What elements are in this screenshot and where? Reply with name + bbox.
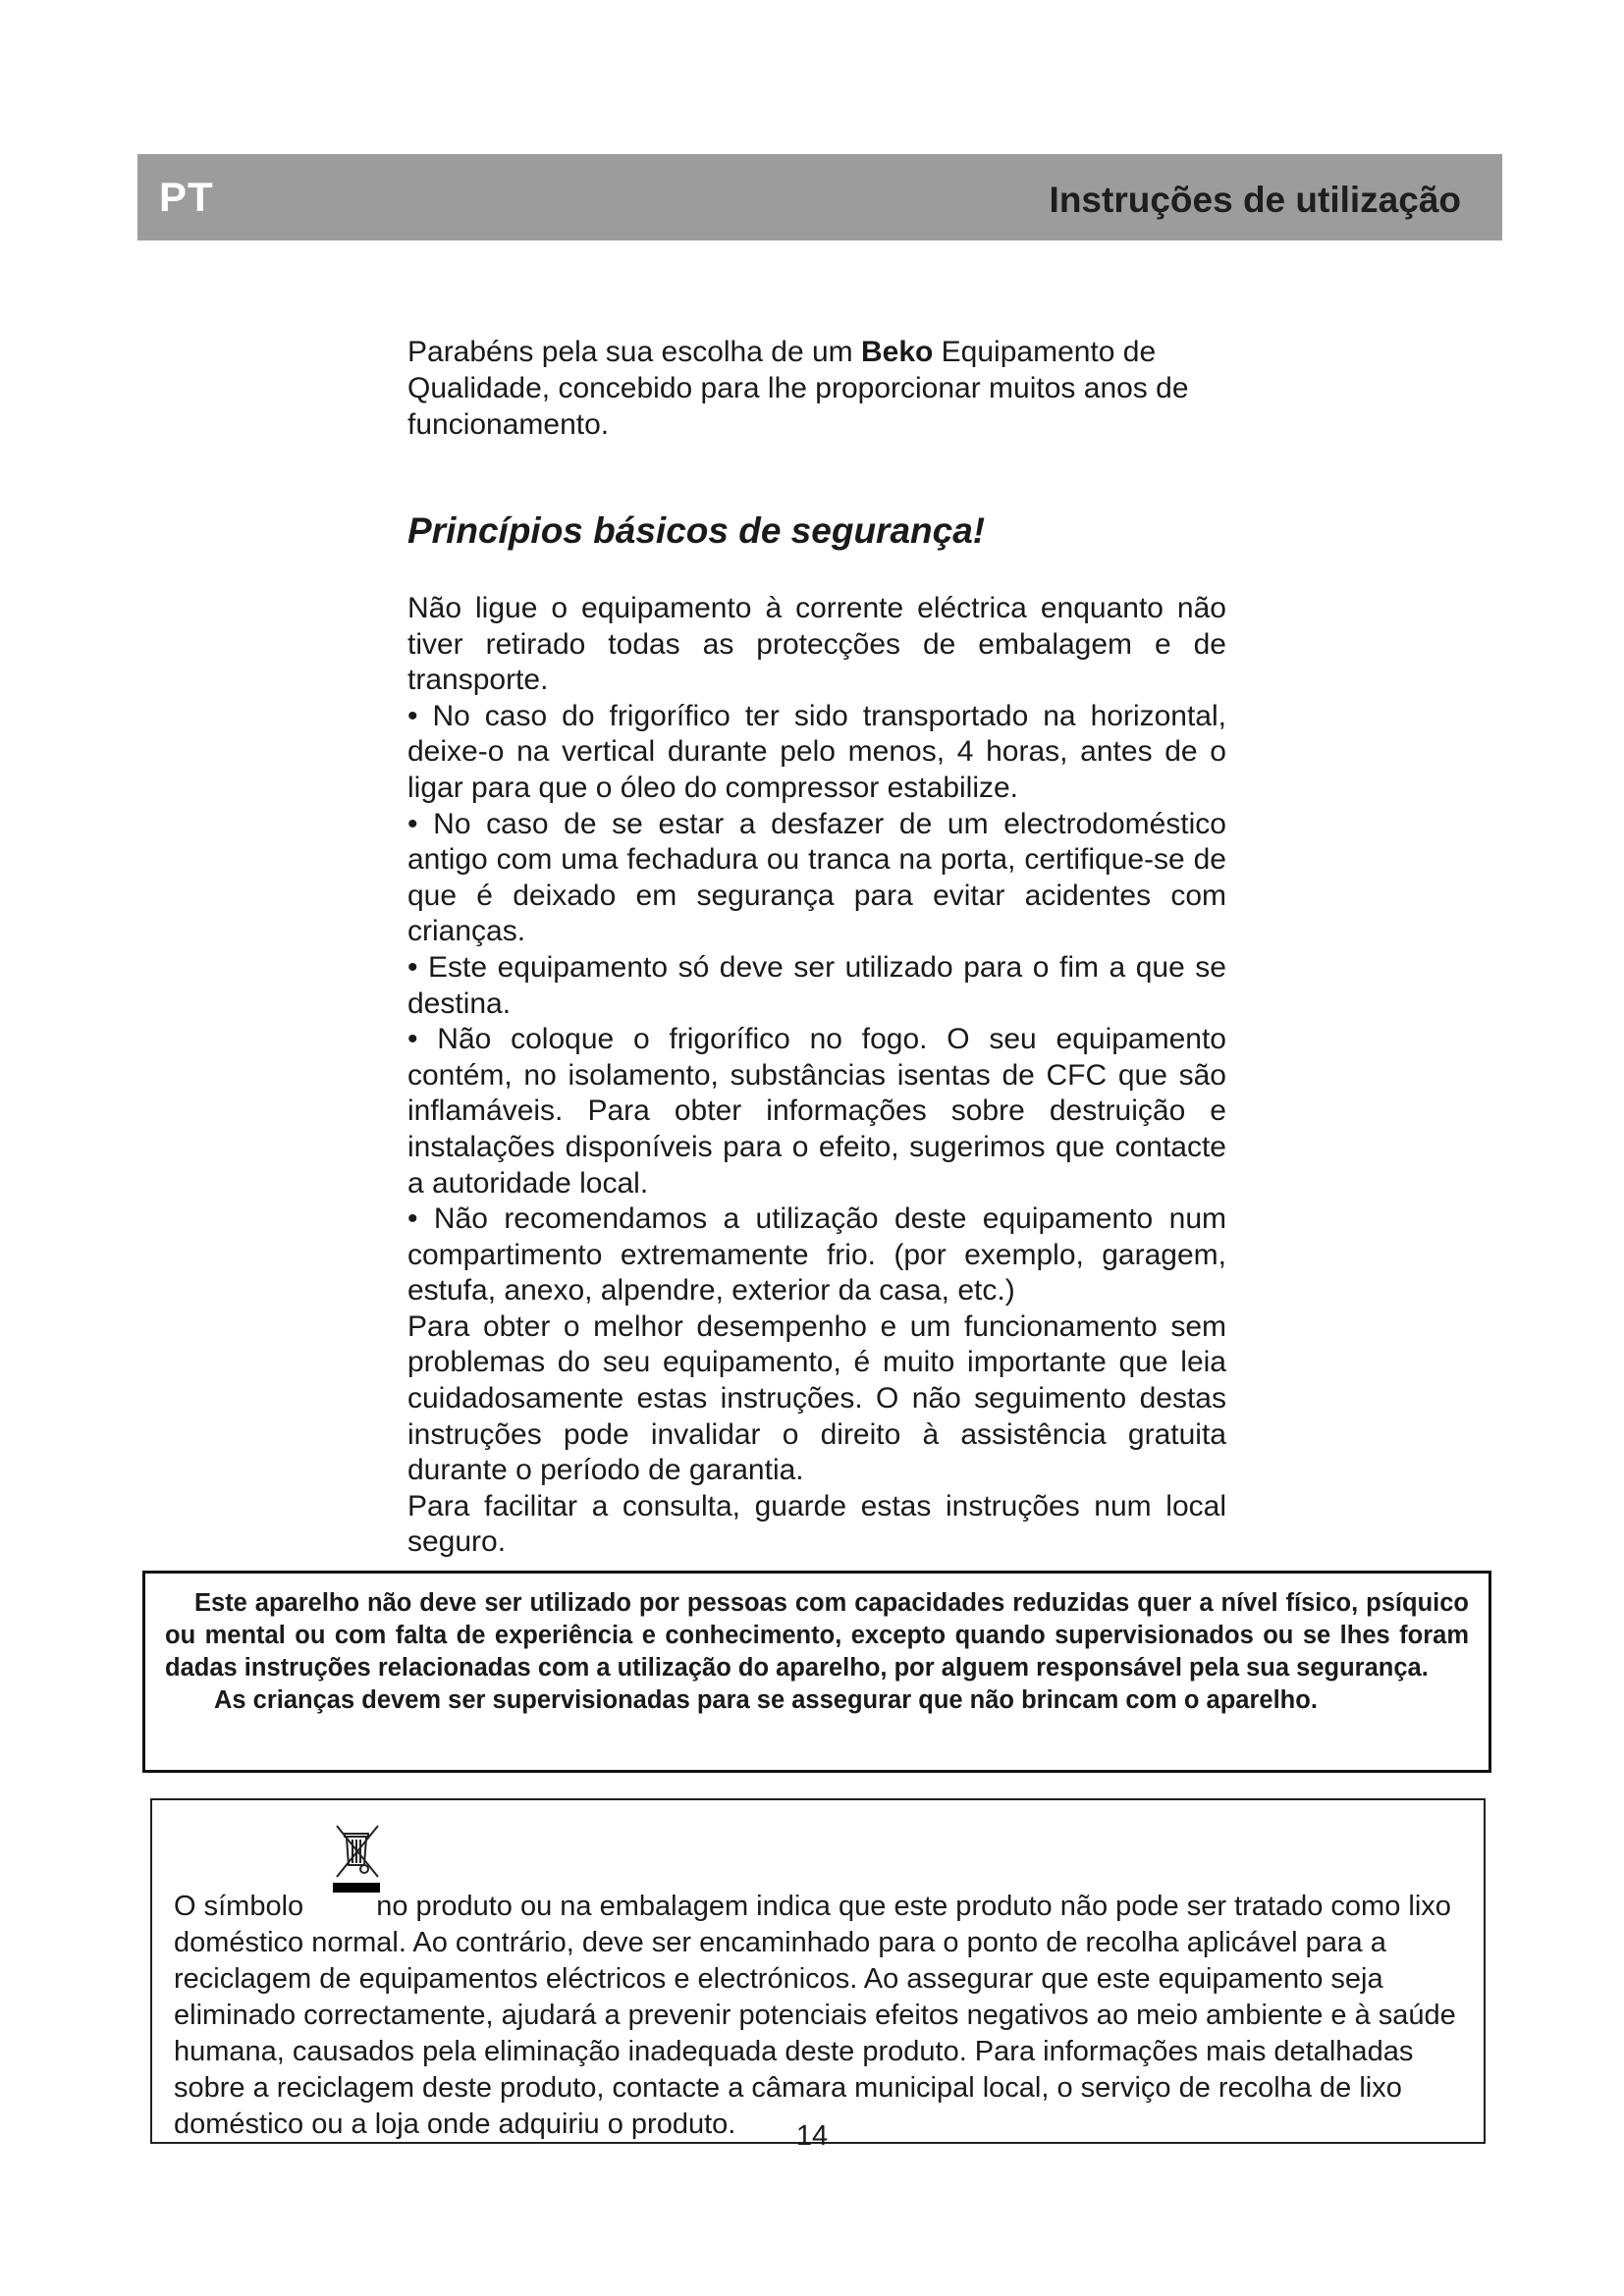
safety-paragraph: • Não coloque o frigorífico no fogo. O seu equipamento contém, no isolamento, substâncias isentas de CFC que são inflamáveis. Para obter informações sobre destruição e instalações disponíveis para o efeito, sugerimos que contacte a autoridade local.	[407, 1023, 1226, 1200]
intro-text-before: Parabéns pela sua escolha de um	[407, 336, 861, 368]
brand-name: Beko	[860, 336, 934, 368]
warning-box	[142, 1571, 1491, 1773]
header-bar	[137, 154, 1502, 240]
weee-text-after: no produto ou na embalagem indica que este produto não pode ser tratado como lixo doméstico normal. Ao contrário, deve ser encaminhado para o ponto de recolha aplicável para a reciclagem de equipamentos eléctricos e electrónicos. Ao assegurar que este equipamento seja eliminado correctamente, ajudará a prevenir potenciais efeitos negativos ao meio ambiente e à saúde humana, causados pela eliminação inadequada deste produto. Para informações mais detalhadas sobre a reciclagem deste produto, contacte a câmara municipal local, o serviço de recolha de lixo doméstico ou a loja onde adquiriu o produto.	[174, 1891, 1456, 2140]
weee-notice-text	[174, 1889, 1470, 2143]
intro-paragraph	[407, 334, 1232, 443]
safety-paragraph: • No caso de se estar a desfazer de um electrodoméstico antigo com uma fechadura ou tranca na porta, certifique-se de que é deixado em segurança para evitar acidentes com crianças.	[407, 807, 1226, 948]
children-warning: As crianças devem ser supervisionadas para se assegurar que não brincam com o aparelho.	[214, 1686, 1318, 1714]
safety-paragraph: Para obter o melhor desempenho e um funcionamento sem problemas do seu equipamento, é muito importante que leia cuidadosamente estas instruções. O não seguimento destas instruções pode invalidar o direito à assistência gratuita durante o período de garantia.	[407, 1309, 1226, 1487]
language-code: PT	[159, 174, 214, 220]
page-number: 14	[795, 2120, 829, 2152]
safety-paragraph: Não ligue o equipamento à corrente eléctrica enquanto não tiver retirado todas as protecções de embalagem e de transporte.	[407, 592, 1226, 697]
safety-paragraph: • Este equipamento só deve ser utilizado para o fim a que se destina.	[407, 950, 1226, 1020]
warning-paragraph: Este aparelho não deve ser utilizado por pessoas com capacidades reduzidas quer a nível físico, psíquico ou mental ou com falta de experiência e conhecimento, excepto quando supervisionados ou se lhes foram dadas instruções relacionadas com a utilização do aparelho, por alguem responsável pela sua segurança.	[165, 1589, 1469, 1682]
safety-paragraph: Para facilitar a consulta, guarde estas instruções num local seguro.	[407, 1489, 1226, 1559]
safety-section-title: Princípios básicos de segurança!	[407, 510, 986, 551]
weee-text-before: O símbolo	[174, 1891, 304, 1922]
intro-text-after: Equipamento de Qualidade, concebido para lhe proporcionar muitos anos de funcionamento.	[407, 336, 1189, 441]
safety-paragraph: • No caso do frigorífico ter sido transportado na horizontal, deixe-o na vertical durante pelo menos, 4 horas, antes de o ligar para que o óleo do compressor estabilize.	[407, 699, 1226, 804]
page-title: Instruções de utilização	[1049, 180, 1461, 220]
safety-instructions	[407, 591, 1226, 1561]
weee-notice-box	[150, 1798, 1486, 2144]
safety-paragraph: • Não recomendamos a utilização deste equipamento num compartimento extremamente frio. (por exemplo, garagem, estufa, anexo, alpendre, exterior da casa, etc.)	[407, 1202, 1226, 1308]
